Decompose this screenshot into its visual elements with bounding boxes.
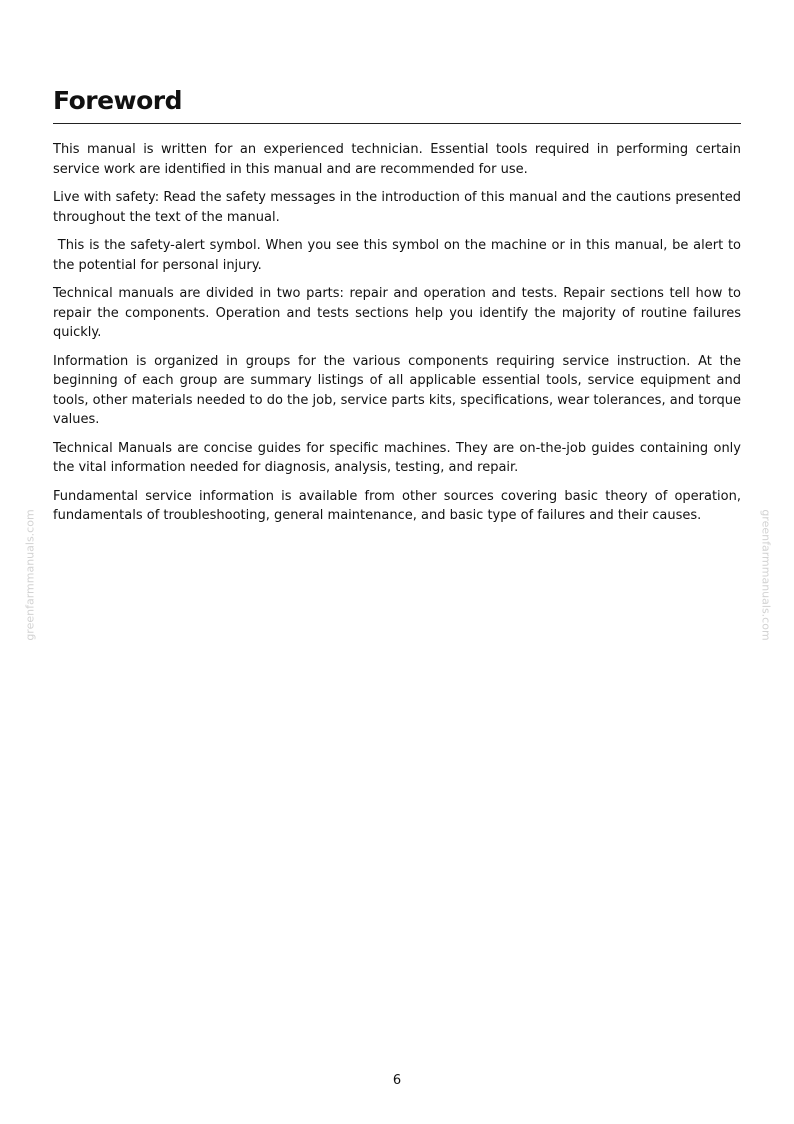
paragraph-intended-audience: This manual is written for an experienced technician. Essential tools required in performing certain service work are identified in this manual and are recommended for use.: [53, 142, 741, 177]
title-divider: [53, 123, 741, 124]
paragraph-safety-alert-symbol: This is the safety-alert symbol. When you see this symbol on the machine or in this manual, be alert to the potential for personal injury.: [53, 238, 741, 273]
paragraph-manual-parts: Technical manuals are divided in two parts: repair and operation and tests. Repair sections tell how to repair the components. Operation and tests sections help you identify the majority of routine failures quickly.: [53, 286, 741, 340]
foreword-body: [53, 140, 741, 535]
paragraph-live-with-safety: Live with safety: Read the safety messages in the introduction of this manual and the cautions presented throughout the text of the manual.: [53, 190, 741, 225]
watermark-right-text: greenfarmmanuals.com: [759, 509, 773, 641]
paragraph-fundamental-information: Fundamental service information is available from other sources covering basic theory of operation, fundamentals of troubleshooting, general maintenance, and basic type of failures and their causes.: [53, 488, 741, 523]
page-title: Foreword: [53, 86, 183, 115]
page-number: 6: [392, 1073, 402, 1088]
paragraph-concise-guides: Technical Manuals are concise guides for specific machines. They are on-the-job guides containing only the vital information needed for diagnosis, analysis, testing, and repair.: [53, 440, 741, 475]
watermark-left-text: greenfarmmanuals.com: [23, 509, 37, 641]
paragraph-information-organization: Information is organized in groups for the various components requiring service instruction. At the beginning of each group are summary listings of all applicable essential tools, service equipment and tools, other materials needed to do the job, service parts kits, specifications, wear tolerances, and torque values.: [53, 353, 741, 427]
